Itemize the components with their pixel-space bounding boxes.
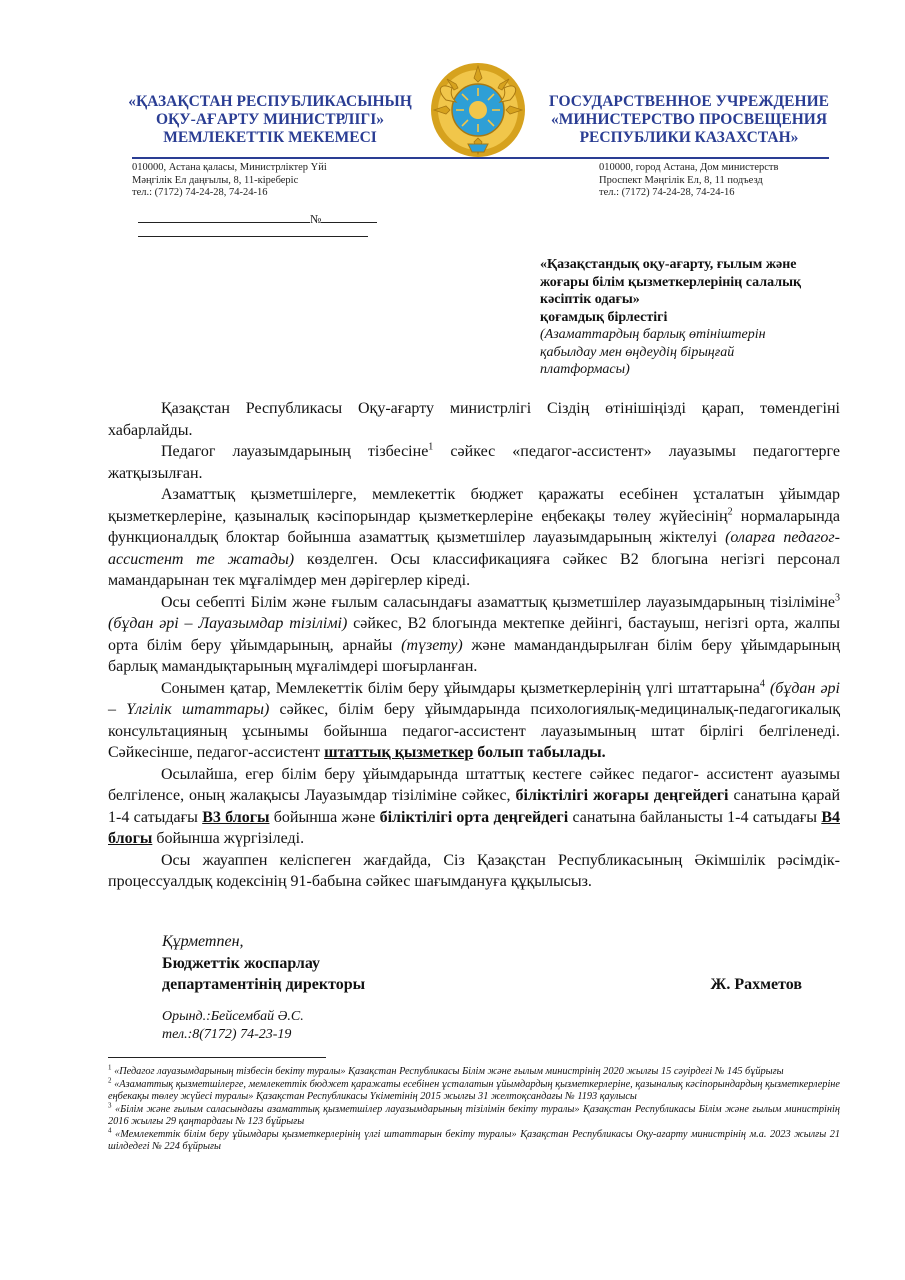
letter-body [108,398,840,893]
address-kazakh: 010000, Астана қаласы, Министрліктер Үйі Мәңгілік Ел даңғылы, 8, 11-кіреберіс тел.: (7172) 74-24-28, 74-24-16 [132,162,327,198]
closing-greeting: Құрметпен, [162,933,244,950]
executor-info: Орынд.:Бейсембай Ә.С. тел.:8(7172) 74-23-19 [162,1009,304,1042]
footnote-separator [108,1057,326,1058]
org-name-russian: ГОСУДАРСТВЕННОЕ УЧРЕЖДЕНИЕ «МИНИСТЕРСТВО ПРОСВЕЩЕНИЯ РЕСПУБЛИКИ КАЗАХСТАН» [549,93,829,146]
paragraph-5: Сонымен қатар, Мемлекеттік білім беру ұйымдары қызметкерлерінің үлгі штаттарына$^4$ (бұдан әрі – Үлгілік штаттары) сәйкес, білім беру ұйымдарында психологиялық-медициналық-педагогикалық консультацияның ұсынымы бойынша педагог-ассистент лауазымының штат бірлігі белгіленеді. Сәйкесінше, педагог-ассистент штаттық қызметкер болып табылады. [108,678,841,761]
footnote-1: $^1$ «Педагог лауазымдарының тізбесін бекіту туралы» Қазақстан Республикасы Білім және ғылым министрінің 2020 жылғы 15 сәуірдегі № 145 бұйрығы [108,1063,784,1077]
paragraph-7: Осы жауаппен келіспеген жағдайда, Сіз Қазақстан Республикасының Әкімшілік рәсімдік-процессуалдық кодексінің 91-бабына сәйкес шағымдануға құқылысыз. [108,851,840,890]
registration-number-line: № [138,212,377,227]
paragraph-3: Азаматтық қызметшілерге, мемлекеттік бюджет қаражаты есебінен ұсталатын ұйымдар қызметкерлеріне, қазыналық кәсіпорындар қызметкерлеріне еңбекақы төлеу жүйесінің$^2$ нормаларында функционалдық блоктар бойынша азаматтық қызметшілер лауазымдарының жіктелуі (оларға педагог-ассистент те жатады) көзделген. Осы классификацияға сәйкес В2 блогына негізгі персонал мамандарынан тек мұғалімдер мен дәрігерлер кіреді. [108,486,841,589]
address-russian: 010000, город Астана, Дом министерств Проспект Мәңгілік Ел, 8, 11 подъезд тел.: (7172) 74-24-28, 74-24-16 [599,162,779,198]
recipient-block: «Қазақстандық оқу-ағарту, ғылым және жоғары білім қызметкерлерінің салалық кәсіптік одағы» қоғамдық бірлестігі (Азаматтардың барлық өтініштерін қабылдау мен өңдеудің бірыңғай платформасы) [540,257,802,377]
org-name-kazakh: «ҚАЗАҚСТАН РЕСПУБЛИКАСЫНЫҢ ОҚУ-АҒАРТУ МИНИСТРЛІГІ» МЕМЛЕКЕТТІК МЕКЕМЕСІ [128,93,412,146]
signer-position-line2: департаментінің директоры [162,976,366,993]
letterhead-divider [132,157,829,159]
paragraph-4: Осы себепті Білім және ғылым саласындағы азаматтық қызметшілер лауазымдарының тізіліміне$^3$ (бұдан әрі – Лауазымдар тізілімі) сәйкес, В2 блогында мектепке дейінгі, бастауыш, негізгі орта, жалпы орта білім беру ұйымдарының, арнайы (түзету) және мамандандырылған білім беру ұйымдарының барлық мамандықтарының мұғалімдері шоғырланған. [108,592,841,675]
footnote-3: $^3$ «Білім және ғылым саласындағы азаматтық қызметшілер лауазымдарының тізілімін бекіту туралы» Қазақстан Республикасы Білім және ғылым министрінің 2016 жылғы 29 қаңтардағы № 123 бұйрығы [108,1101,840,1127]
signature-block [162,931,802,996]
date-blank [138,212,310,223]
footnote-2: $^2$ «Азаматтық қызметшілерге, мемлекеттік бюджет қаражаты есебінен ұсталатын ұйымдардың қызметкерлеріне, қазыналық кәсіпорындардың қызметкерлеріне еңбекақы төлеу жүйесі туралы» Қазақстан Республикасы Үкіметінің 2015 жылғы 31 желтоқсандағы № 1193 қаулысы [108,1076,840,1102]
signer-name: Ж. Рахметов [710,976,802,993]
reference-blank [138,236,368,237]
paragraph-2: Педагог лауазымдарының тізбесіне$^1$ сәйкес «педагог-ассистент» лауазымы педагогтерге жатқызылған. [108,441,840,482]
state-emblem-icon [428,60,528,160]
paragraph-1: Қазақстан Республикасы Оқу-ағарту министрлігі Сіздің өтінішіңізді қарап, төмендегіні хабарлайды. [108,400,840,439]
paragraph-6: Осылайша, егер білім беру ұйымдарында штаттық кестеге сәйкес педагог- ассистент ауазымы белгіленсе, оның жалақысы Лауазымдар тізіліміне сәйкес, біліктілігі жоғары деңгейдегі санатына қарай 1-4 сатыдағы В3 блогы бойынша және біліктілігі орта деңгейдегі санатына байланысты 1-4 сатыдағы В4 блогы бойынша жүргізіледі. [108,765,841,847]
footnotes [108,1063,841,1154]
number-blank [321,212,377,223]
footnote-4: $^4$ «Мемлекеттік білім беру ұйымдары қызметкерлерінің үлгі штаттарын бекіту туралы» Қазақстан Республикасы Оқу-ағарту министрінің м.а. 2023 жылғы 21 шілдедегі № 224 бұйрығы [108,1126,841,1152]
signer-position-line1: Бюджеттік жоспарлау [162,954,321,972]
